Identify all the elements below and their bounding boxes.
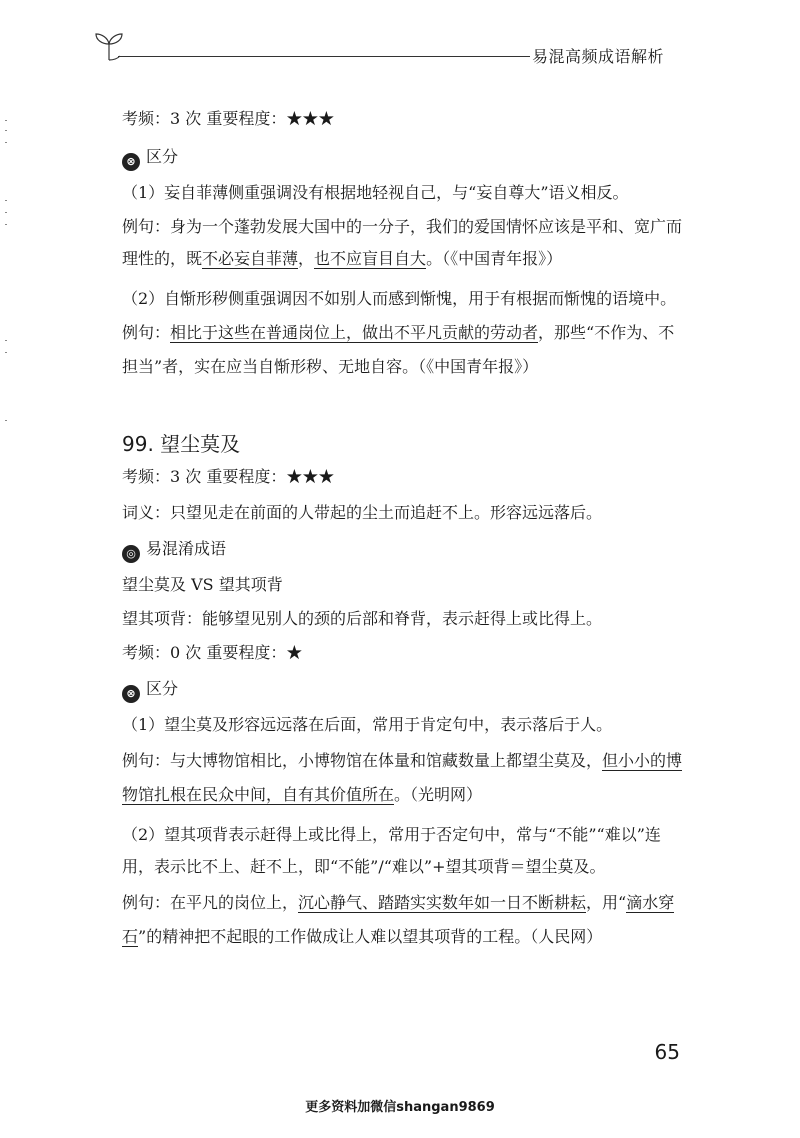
paragraph-1: （1）妄自菲薄侧重强调没有根据地轻视自己，与“妄自尊大”语义相反。: [122, 183, 629, 202]
confuse-heading: ◎ 易混淆成语: [122, 538, 226, 563]
underlined-phrase: 物馆扎根在民众中间，自有其价值所在: [122, 785, 395, 804]
vs-line: 望尘莫及 VS 望其项背: [122, 575, 283, 594]
paragraph-2-line-b: 用，表示比不上、赶不上，即“不能”/“难以”+望其项背＝望尘莫及。: [122, 857, 606, 876]
distinguish-badge-icon: ⊗: [122, 153, 140, 171]
example-1-line-b: 物馆扎根在民众中间，自有其价值所在。（光明网）: [122, 785, 483, 804]
leaf-sprout-icon: [92, 30, 126, 62]
page-number: 65: [654, 1040, 680, 1064]
header-rule: [118, 56, 530, 57]
example-1-line-a: 例句：身为一个蓬勃发展大国中的一分子，我们的爱国情怀应该是平和、宽广而: [122, 217, 683, 236]
underlined-phrase: 沉心静气、踏踏实实数年如一日不断耕耘: [298, 893, 587, 912]
confuse-badge-icon: ◎: [122, 545, 140, 563]
meaning-line: 词义：只望见走在前面的人带起的尘土而追赶不上。形容远远落后。: [122, 503, 603, 522]
example-2-line-a: 例句：在平凡的岗位上，沉心静气、踏踏实实数年如一日不断耕耘，用“滴水穿: [122, 893, 675, 912]
underlined-phrase: 也不应盲目自大: [314, 249, 427, 268]
footer-note: 更多资料加微信shangan9869: [305, 1100, 495, 1115]
underlined-phrase: 滴水穿: [626, 893, 675, 912]
margin-ticks: [4, 120, 10, 440]
running-header-title: 易混高频成语解析: [532, 47, 665, 66]
underlined-phrase: 不必妄自菲薄: [202, 249, 299, 268]
example-2-line-a: 例句：相比于这些在普通岗位上，做出不平凡贡献的劳动者，那些“不作为、不: [122, 323, 675, 342]
underlined-phrase: 石: [122, 927, 139, 946]
paragraph-2: （2）自惭形秽侧重强调因不如别人而感到惭愧，用于有根据而惭愧的语境中。: [122, 289, 677, 308]
underlined-phrase: 但小小的博: [602, 751, 683, 770]
example-2-line-b: 担当”者，实在应当自惭形秽、无地自容。（《中国青年报》）: [122, 357, 539, 376]
other-idiom-meaning: 望其项背：能够望见别人的颈的后部和脊背，表示赶得上或比得上。: [122, 609, 603, 628]
paragraph-1: （1）望尘莫及形容远远落在后面，常用于肯定句中，表示落后于人。: [122, 715, 613, 734]
section-title: 99. 望尘莫及: [122, 432, 241, 456]
distinguish-badge-icon: ⊗: [122, 685, 140, 703]
example-1-line-a: 例句：与大博物馆相比，小博物馆在体量和馆藏数量上都望尘莫及，但小小的博: [122, 751, 683, 770]
other-frequency-line: 考频：0 次 重要程度：★: [122, 643, 303, 662]
paragraph-2-line-a: （2）望其项背表示赶得上或比得上，常用于否定句中，常与“不能”“难以”连: [122, 825, 661, 844]
underlined-phrase: 相比于这些在普通岗位上，做出不平凡贡献的劳动者: [170, 323, 539, 342]
distinguish-heading: ⊗ 区分: [122, 146, 178, 171]
frequency-line: 考频：3 次 重要程度：★★★: [122, 109, 335, 128]
distinguish-heading: ⊗ 区分: [122, 678, 178, 703]
example-2-line-b: 石”的精神把不起眼的工作做成让人难以望其项背的工程。（人民网）: [122, 927, 603, 946]
example-1-line-b: 理性的，既不必妄自菲薄，也不应盲目自大。（《中国青年报》）: [122, 249, 563, 268]
frequency-line: 考频：3 次 重要程度：★★★: [122, 467, 335, 486]
